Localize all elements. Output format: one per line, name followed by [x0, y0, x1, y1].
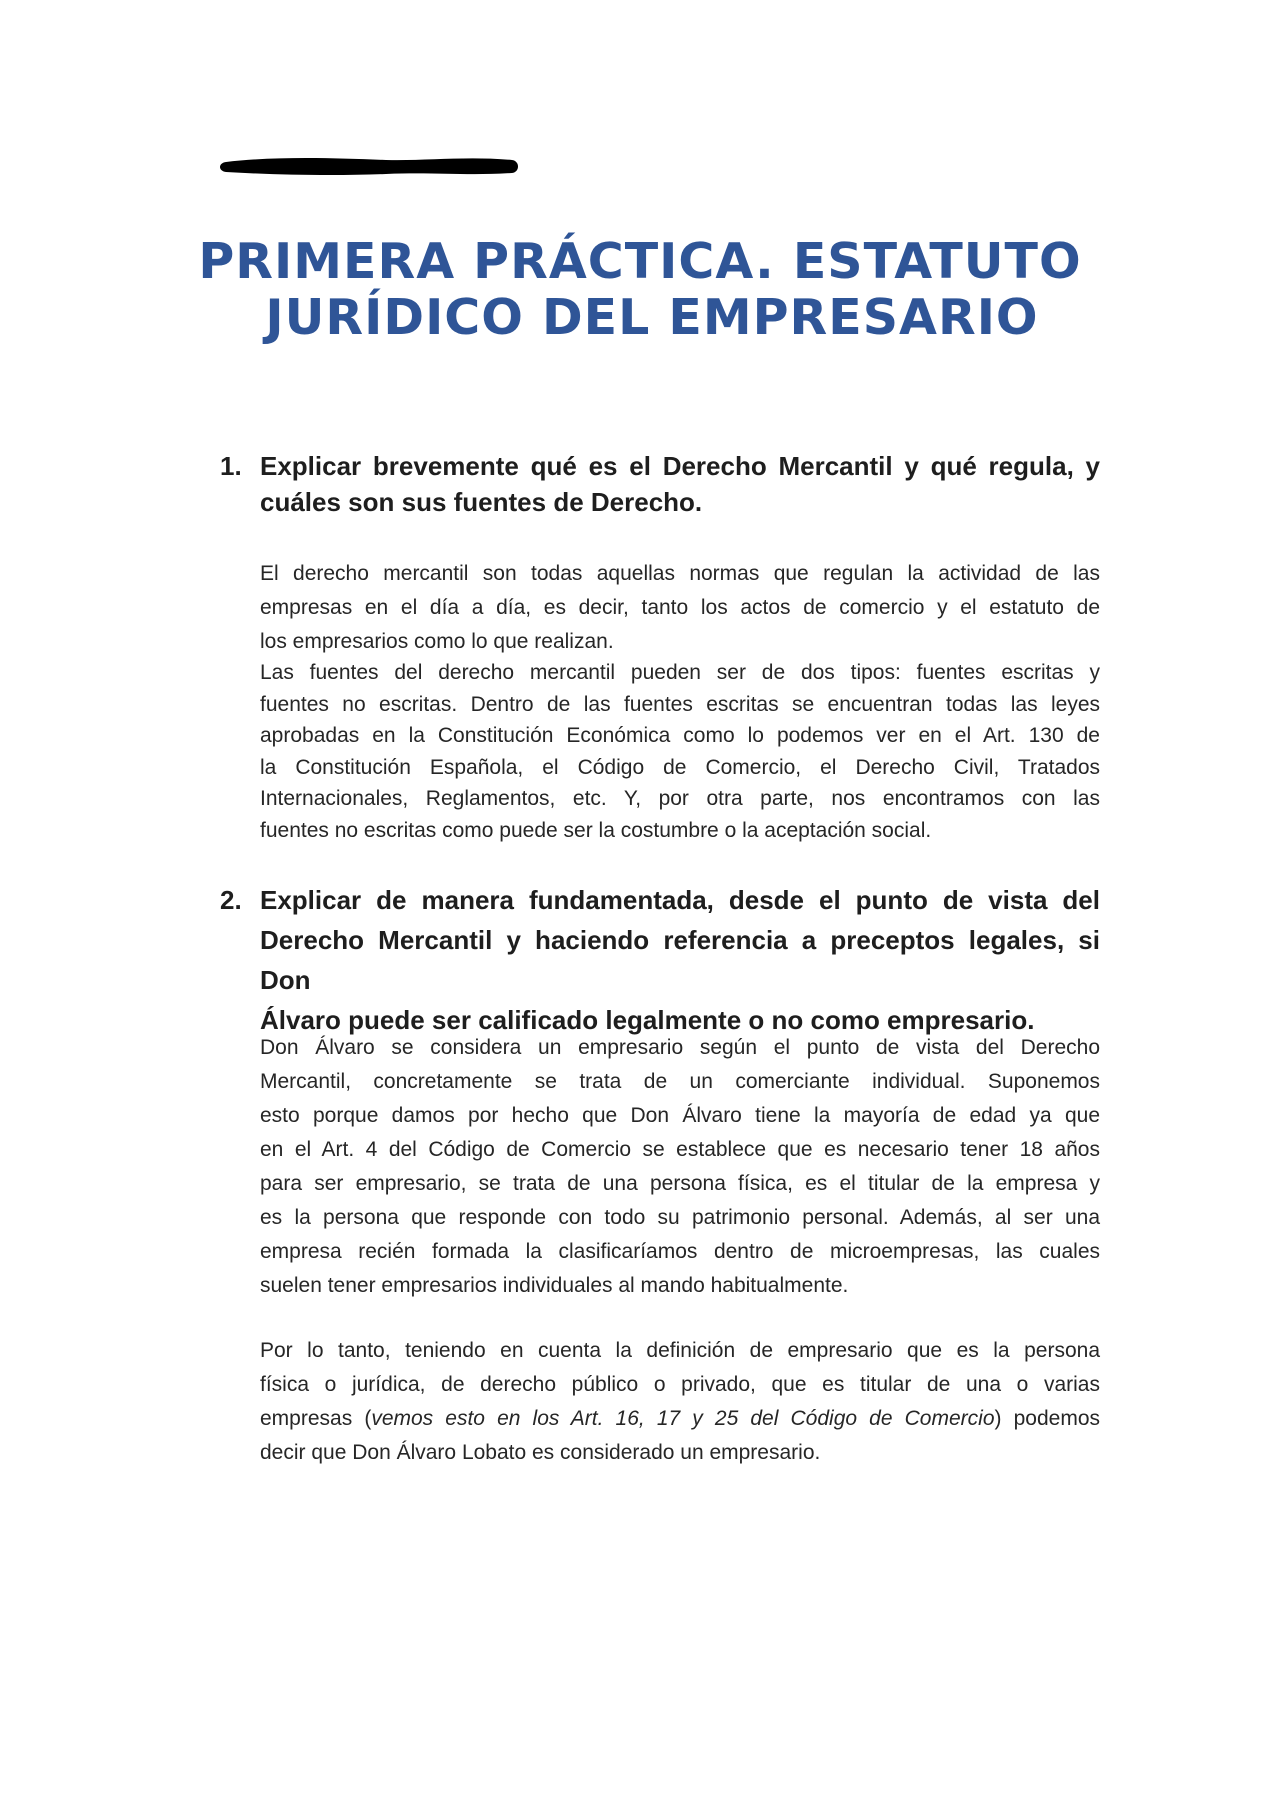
text-line: es la persona que responde con todo su patrimonio personal. Además, al ser una [260, 1206, 1100, 1229]
text-line: Las fuentes del derecho mercantil pueden ser de dos tipos: fuentes escritas y [260, 661, 1100, 684]
document-title-line-2: JURÍDICO DEL EMPRESARIO [265, 289, 1039, 346]
text-line: Mercantil, concretamente se trata de un comerciante individual. Suponemos [260, 1070, 1100, 1093]
document-title-line-1: PRIMERA PRÁCTICA. ESTATUTO [198, 233, 1082, 290]
text-line: Don Álvaro se considera un empresario según el punto de vista del Derecho [260, 1036, 1100, 1059]
text-line: fuentes no escritas. Dentro de las fuentes escritas se encuentran todas las leyes [260, 692, 1100, 716]
question-2-number: 2. [220, 885, 242, 915]
text-line: suelen tener empresarios individuales al mando habitualmente. [260, 1274, 849, 1297]
text-line: los empresarios como lo que realizan. [260, 630, 614, 653]
text-line: Internacionales, Reglamentos, etc. Y, por otra parte, nos encontramos con las [260, 787, 1100, 810]
text-line: Por lo tanto, teniendo en cuenta la definición de empresario que es la persona [260, 1339, 1100, 1362]
question-1-text [260, 448, 1100, 520]
document-title [160, 234, 1120, 346]
question-1-line: cuáles son sus fuentes de Derecho. [260, 487, 703, 517]
text-line: El derecho mercantil son todas aquellas normas que regulan la actividad de las [260, 562, 1100, 585]
redaction-mark [216, 150, 522, 180]
answer-1-paragraph-1 [260, 557, 1100, 659]
text-line: en el Art. 4 del Código de Comercio se establece que es necesario tener 18 años [260, 1138, 1100, 1161]
text-line: decir que Don Álvaro Lobato es considerado un empresario. [260, 1441, 821, 1464]
question-1-line: Explicar brevemente qué es el Derecho Mercantil y qué regula, y [260, 451, 1100, 481]
text-line: empresa recién formada la clasificaríamos dentro de microempresas, las cuales [260, 1240, 1100, 1263]
text-line: la Constitución Española, el Código de Comercio, el Derecho Civil, Tratados [260, 755, 1100, 779]
text-fragment: ) podemos [994, 1407, 1100, 1430]
answer-2-paragraph-2 [260, 1334, 1100, 1470]
question-1-number: 1. [220, 451, 242, 481]
answer-2-paragraph-1 [260, 1031, 1100, 1303]
text-fragment: empresas ( [260, 1407, 372, 1430]
question-2-line: Derecho Mercantil y haciendo referencia a preceptos legales, si Don [260, 925, 1100, 995]
text-line: física o jurídica, de derecho público o privado, que es titular de una o varias [260, 1373, 1100, 1396]
question-1 [220, 448, 1100, 520]
question-2 [220, 880, 1100, 1040]
question-2-text [260, 880, 1100, 1040]
citation-italic: vemos esto en los Art. 16, 17 y 25 del Código de Comercio [371, 1407, 995, 1430]
question-2-line: Explicar de manera fundamentada, desde el punto de vista del [260, 885, 1100, 915]
text-line [260, 1402, 1100, 1436]
text-line: aprobadas en la Constitución Económica como lo podemos ver en el Art. 130 de [260, 724, 1100, 747]
text-line: empresas en el día a día, es decir, tanto los actos de comercio y el estatuto de [260, 596, 1100, 619]
text-line: fuentes no escritas como puede ser la costumbre o la aceptación social. [260, 818, 932, 842]
answer-1-paragraph-2 [260, 657, 1100, 846]
question-2-line: Álvaro puede ser calificado legalmente o no como empresario. [260, 1005, 1035, 1035]
text-line: para ser empresario, se trata de una persona física, es el titular de la empresa y [260, 1172, 1100, 1195]
text-line: esto porque damos por hecho que Don Álvaro tiene la mayoría de edad ya que [260, 1104, 1100, 1127]
